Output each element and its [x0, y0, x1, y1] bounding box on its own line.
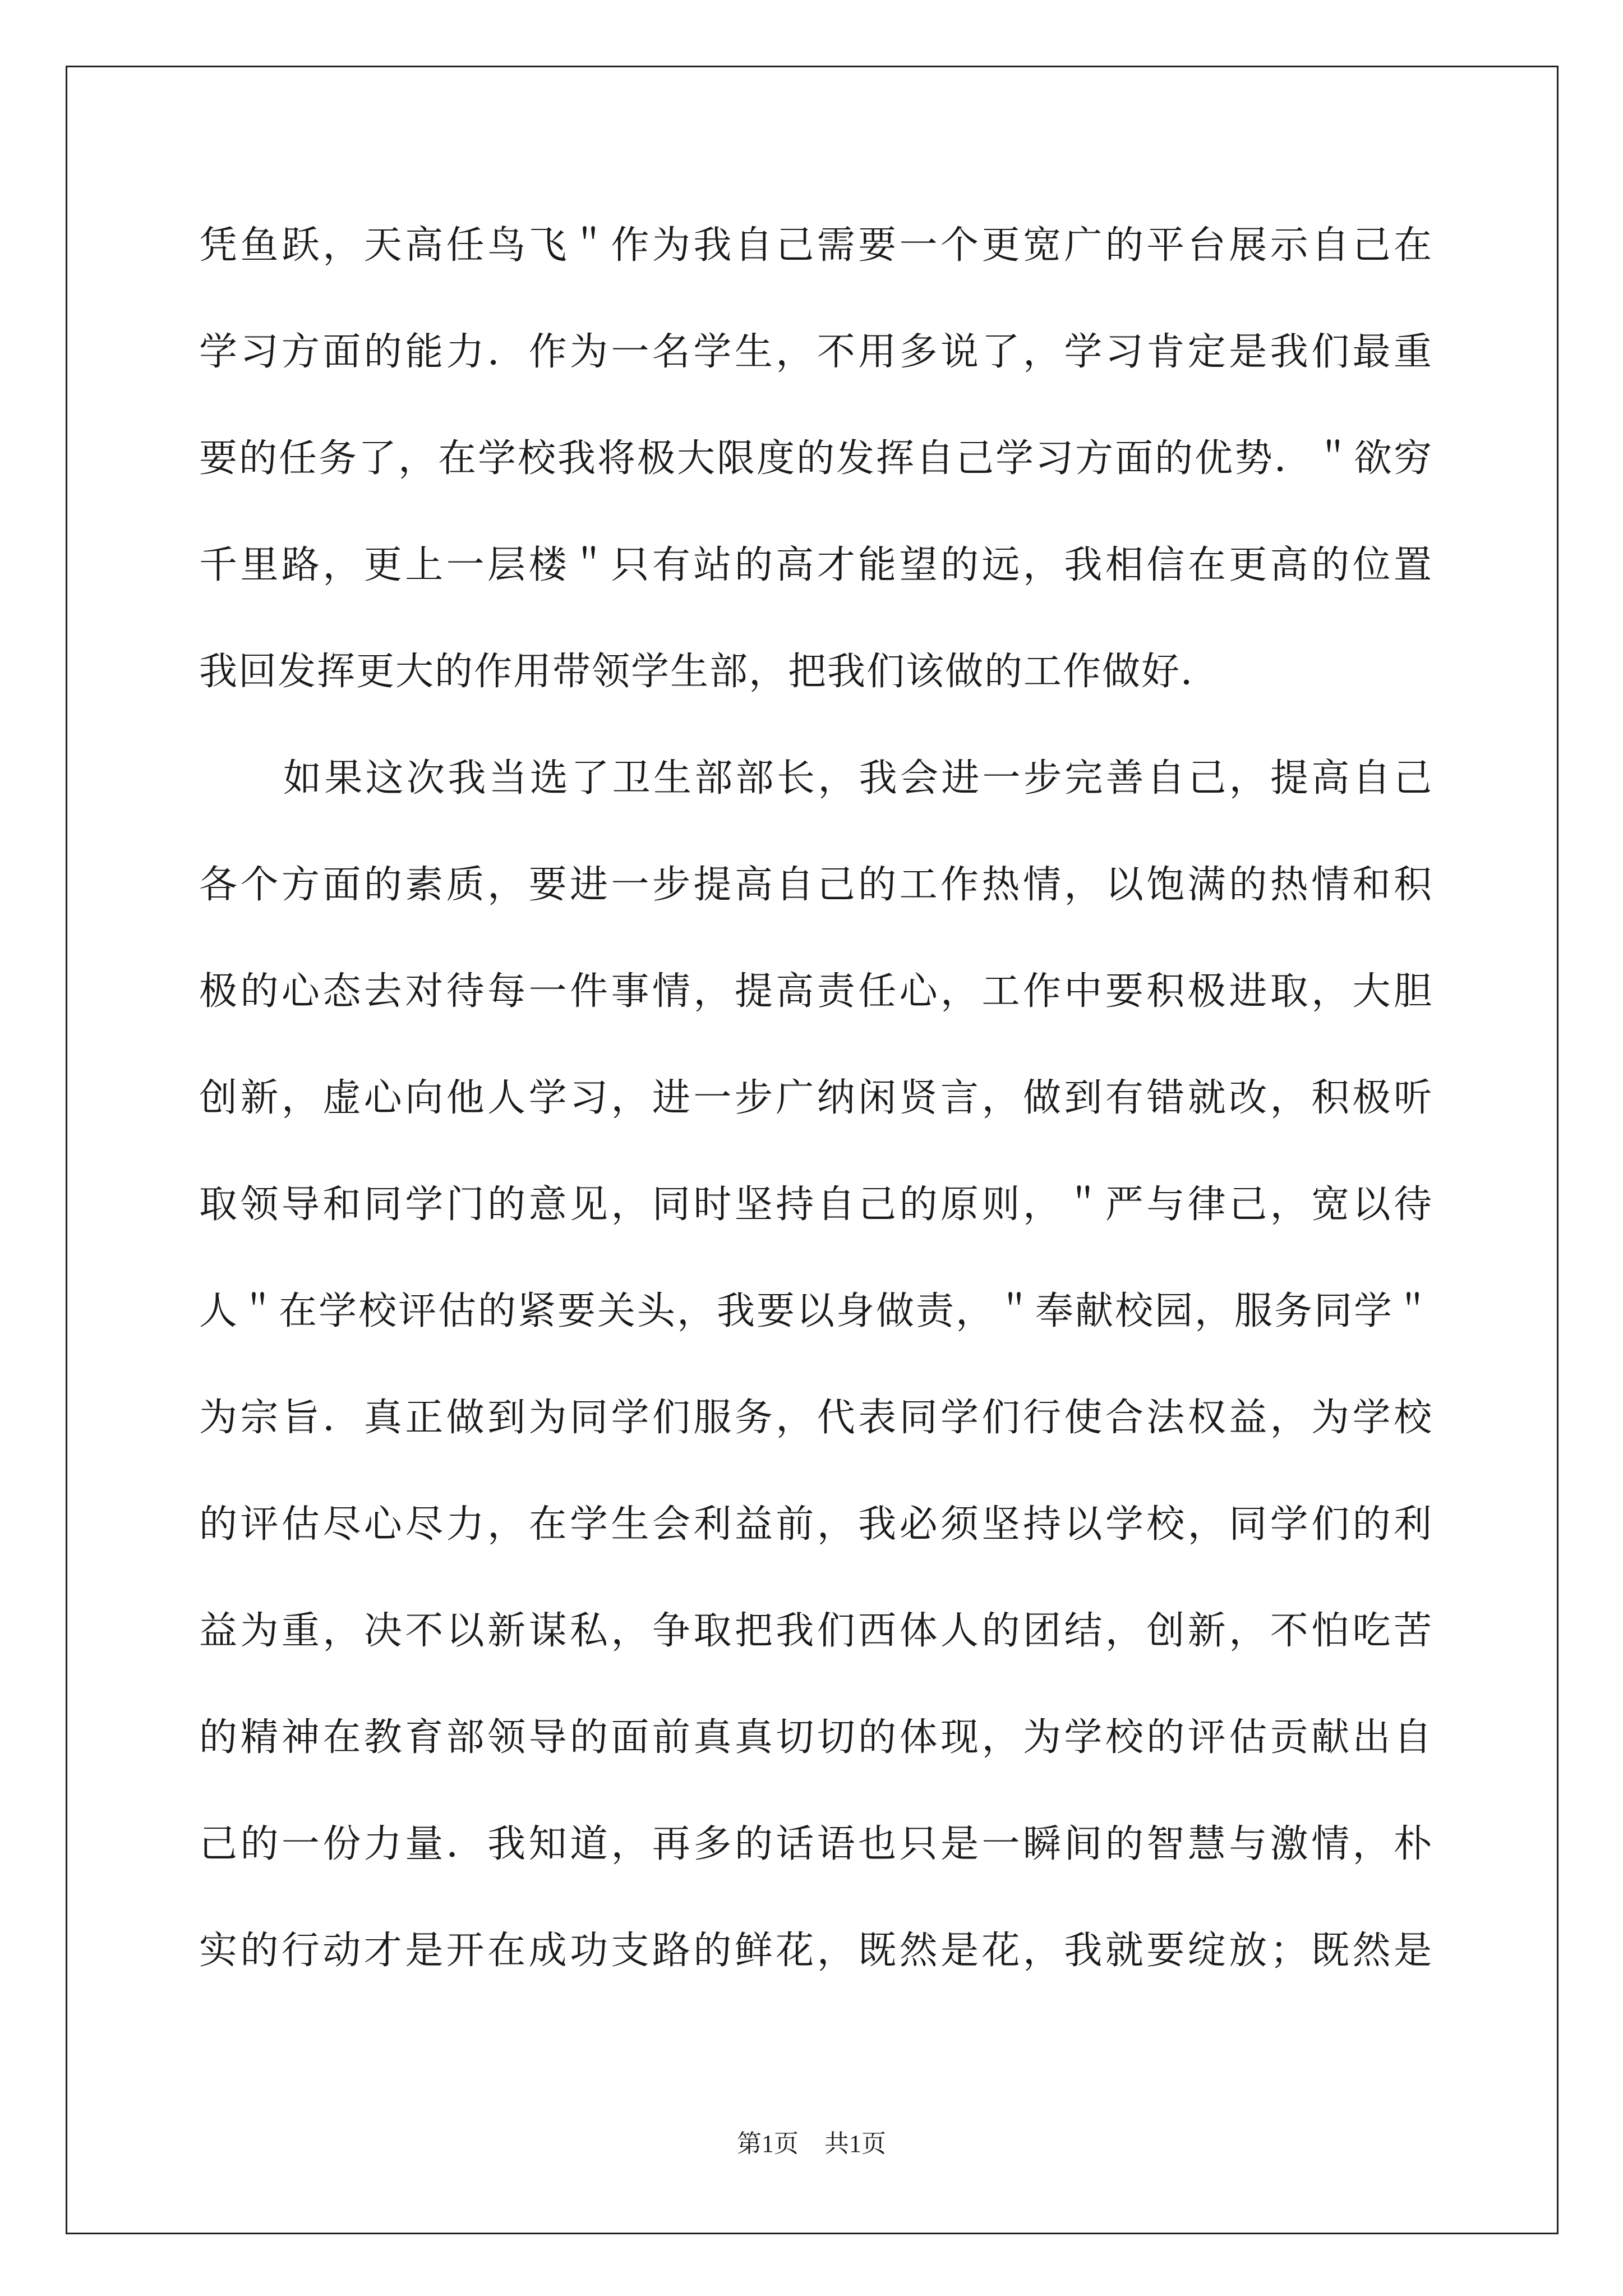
text-line: 为宗旨．真正做到为同学们服务，代表同学们行使合法权益，为学校 — [199, 1396, 1433, 1440]
text-line: 人＂在学校评估的紧要关头，我要以身做责，＂奉献校园，服务同学＂ — [199, 1289, 1433, 1333]
page-total: 共1页 — [824, 2130, 886, 2157]
text-line: 极的心态去对待每一件事情，提高责任心，工作中要积极进取，大胆 — [199, 969, 1433, 1014]
text-line: 各个方面的素质，要进一步提高自己的工作热情，以饱满的热情和积 — [199, 863, 1433, 907]
text-line: 学习方面的能力．作为一名学生，不用多说了，学习肯定是我们最重 — [199, 330, 1433, 374]
text-line-paragraph-start: 如果这次我当选了卫生部部长，我会进一步完善自己，提高自己 — [283, 756, 1433, 800]
text-line: 千里路，更上一层楼＂只有站的高才能望的远，我相信在更高的位置 — [199, 543, 1433, 587]
page-footer — [0, 2123, 1623, 2159]
text-line: 创新，虚心向他人学习，进一步广纳闲贤言，做到有错就改，积极听 — [199, 1076, 1433, 1120]
text-line: 实的行动才是开在成功支路的鲜花，既然是花，我就要绽放；既然是 — [199, 1929, 1433, 1973]
text-line: 的评估尽心尽力，在学生会利益前，我必须坚持以学校，同学们的利 — [199, 1502, 1433, 1547]
text-line: 己的一份力量．我知道，再多的话语也只是一瞬间的智慧与激情，朴 — [199, 1822, 1433, 1866]
text-line: 的精神在教育部领导的面前真真切切的体现，为学校的评估贡献出自 — [199, 1715, 1433, 1760]
text-line-paragraph-end: 我回发挥更大的作用带领学生部，把我们该做的工作做好． — [199, 650, 1220, 694]
text-line: 取领导和同学门的意见，同时坚持自己的原则，＂严与律己，宽以待 — [199, 1182, 1433, 1227]
text-line: 要的任务了，在学校我将极大限度的发挥自己学习方面的优势．＂欲穷 — [199, 436, 1433, 481]
page-number: 第1页 — [737, 2130, 799, 2157]
document-body — [199, 220, 1433, 2032]
text-line: 益为重，决不以新谋私，争取把我们西体人的团结，创新，不怕吃苦 — [199, 1609, 1433, 1653]
text-line: 凭鱼跃，天高任鸟飞＂作为我自己需要一个更宽广的平台展示自己在 — [199, 223, 1433, 268]
